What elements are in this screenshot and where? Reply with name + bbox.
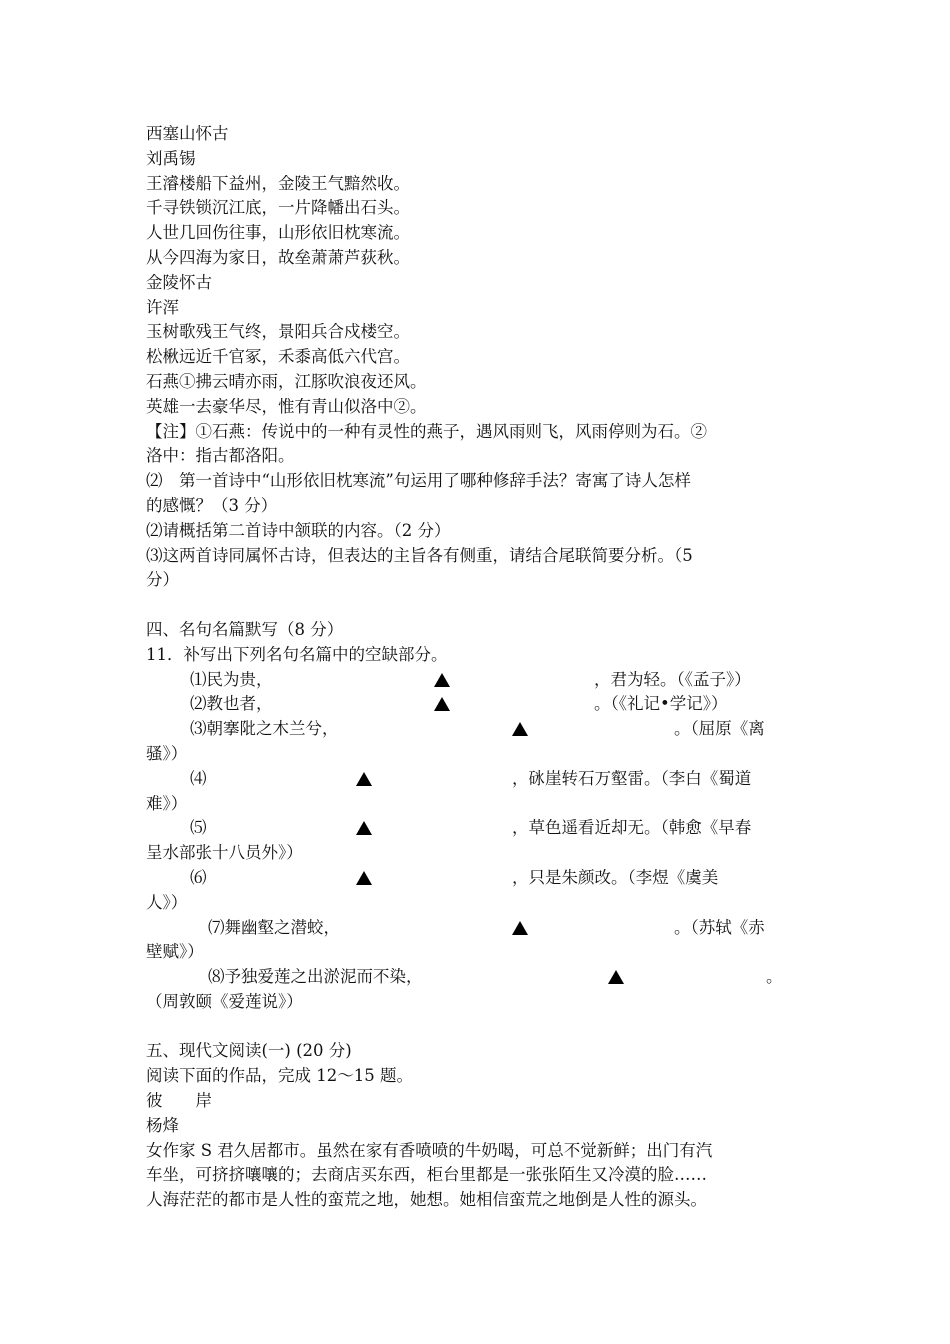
fill-in-suffix: 。（苏轼《赤 [674, 917, 765, 937]
fill-in-suffix: ，只是朱颜改。（李煜《虞美 [512, 867, 719, 887]
poem1-line: 千寻铁锁沉江底，一片降幡出石头。 [146, 198, 410, 218]
fill-in-prefix: ⑶朝搴阰之木兰兮， [190, 719, 339, 739]
fill-in-item [146, 717, 808, 742]
fill-in-prefix: ⑷ [190, 768, 207, 788]
poem1-author: 刘禹锡 [146, 148, 196, 168]
blank-marker-icon [434, 668, 450, 687]
fill-in-prefix: ⑹ [190, 867, 207, 887]
fill-in-suffix: ，草色遥看近却无。（韩愈《早春 [512, 818, 752, 838]
note-line: 洛中：指古都洛阳。 [146, 446, 295, 466]
fill-in-prefix: ⑺舞幽壑之潜蛟， [208, 917, 340, 937]
fill-in-continuation: 难》） [146, 793, 188, 813]
poem2-line: 英雄一去豪华尽，惟有青山似洛中②。 [146, 396, 427, 416]
article-author: 杨烽 [146, 1115, 179, 1135]
section4-instruction: 11．补写出下列名句名篇中的空缺部分。 [146, 644, 448, 664]
poem2-author: 许浑 [146, 297, 179, 317]
blank-marker-icon [608, 965, 624, 984]
question-line: ⑵ 第一首诗中“山形依旧枕寒流”句运用了哪种修辞手法？寄寓了诗人怎样 [146, 471, 691, 491]
blank-marker-icon [512, 916, 528, 935]
fill-in-continuation: 壁赋》） [146, 942, 204, 962]
fill-in-continuation: （周敦颐《爱莲说》） [146, 991, 303, 1011]
fill-in-suffix: 。（《礼记•学记》） [594, 694, 728, 714]
poem2-title: 金陵怀古 [146, 272, 212, 292]
fill-in-item [146, 866, 808, 891]
note-line: 【注】①石燕：传说中的一种有灵性的燕子，遇风雨则飞，风雨停则为石。② [146, 421, 707, 441]
poem2-line: 松楸远近千官冢，禾黍高低六代宫。 [146, 347, 410, 367]
section5-heading: 五、现代文阅读(一) (20 分) [146, 1041, 352, 1061]
question-line: 的感慨？（3 分） [146, 495, 278, 515]
fill-in-suffix: ，砯崖转石万壑雷。（李白《蜀道 [512, 768, 752, 788]
section4-heading: 四、名句名篇默写（8 分） [146, 619, 344, 639]
poem1-title: 西塞山怀古 [146, 124, 229, 143]
fill-in-item [146, 965, 808, 990]
poem1-line: 人世几回伤往事，山形依旧枕寒流。 [146, 223, 410, 243]
section5-instruction: 阅读下面的作品，完成 12～15 题。 [146, 1066, 413, 1086]
fill-in-item [146, 668, 808, 693]
fill-in-prefix: ⑵教也者， [190, 694, 273, 714]
fill-in-suffix: 。 [766, 967, 783, 987]
blank-marker-icon [356, 816, 372, 835]
poem2-line: 石燕①拂云晴亦雨，江豚吹浪夜还风。 [146, 371, 427, 391]
article-paragraph-line: 女作家 S 君久居都市。虽然在家有香喷喷的牛奶喝，可总不觉新鲜；出门有汽 [146, 1140, 713, 1160]
blank-marker-icon [512, 717, 528, 736]
fill-in-prefix: ⑻予独爱莲之出淤泥而不染， [208, 967, 423, 987]
blank-marker-icon [356, 866, 372, 885]
blank-marker-icon [356, 767, 372, 786]
article-title: 彼 岸 [146, 1091, 212, 1111]
blank-marker-icon [434, 692, 450, 711]
poem2-line: 玉树歌残王气终，景阳兵合戍楼空。 [146, 322, 410, 342]
poem1-line: 从今四海为家日，故垒萧萧芦荻秋。 [146, 247, 410, 267]
fill-in-continuation: 骚》） [146, 743, 188, 763]
poem1-line: 王濬楼船下益州，金陵王气黯然收。 [146, 173, 410, 193]
article-paragraph-line: 人海茫茫的都市是人性的蛮荒之地，她想。她相信蛮荒之地倒是人性的源头。 [146, 1190, 707, 1210]
article-paragraph-line: 车坐，可挤挤嚷嚷的；去商店买东西，柜台里都是一张张陌生又冷漠的脸…… [146, 1165, 707, 1185]
fill-in-continuation: 人》） [146, 892, 188, 912]
fill-in-prefix: ⑴民为贵， [190, 669, 273, 689]
question-line: ⑵请概括第二首诗中颔联的内容。（2 分） [146, 520, 451, 540]
fill-in-item [146, 767, 808, 792]
question-line: 分） [146, 570, 179, 590]
fill-in-item [146, 692, 808, 717]
question-line: ⑶这两首诗同属怀古诗，但表达的主旨各有侧重，请结合尾联简要分析。（5 [146, 545, 693, 565]
fill-in-item [146, 816, 808, 841]
fill-in-continuation: 呈水部张十八员外》） [146, 843, 303, 863]
spacer [146, 593, 808, 618]
fill-in-prefix: ⑸ [190, 818, 207, 838]
fill-in-item [146, 916, 808, 941]
fill-in-suffix: 。（屈原《离 [674, 719, 765, 739]
spacer [146, 1015, 808, 1040]
fill-in-suffix: ，君为轻。（《孟子》） [594, 669, 751, 689]
document-page [146, 122, 808, 1213]
